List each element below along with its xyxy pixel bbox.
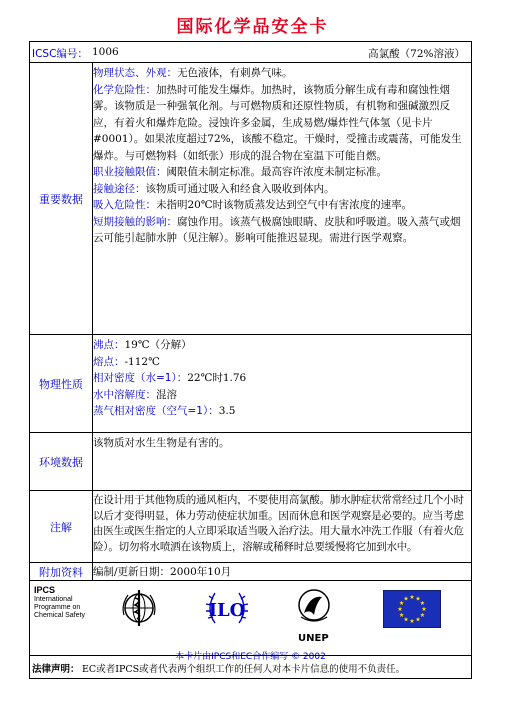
property-item [93,181,468,198]
section-label: 附加资料 [30,563,93,580]
legal-notice [30,655,471,678]
notes-text: 在设计用于其他物质的通风柜内，不要使用高氯酸。肺水肿症状常常经过几个小时以后才变得明显，体力劳动使症状加重。因而休息和医学观察是必要的。应当考虑由医生或医生指定的人立即采取适当吸入治疗法。用大量水冲洗工作服（有着火危险）。切勿将水喷洒在该物质上，溶解或稀释时总要缓慢将它加到水中。 [93,494,464,553]
important-data-section [30,63,471,335]
eu-flag-icon [383,590,441,628]
property-value: 阈限值未制定标准。最高容许浓度未制定标准。 [166,166,387,178]
property-key: 化学危险性： [93,83,156,96]
property-key: 熔点： [93,355,125,368]
physical-properties-section [30,335,471,433]
section-label: 重要数据 [30,63,93,334]
property-value: 19℃（分解） [124,339,192,351]
unep-label: UNEP [298,633,329,644]
card-header-row [30,42,471,63]
property-item [93,370,468,387]
property-item [93,197,468,214]
property-item [93,82,468,165]
logos-section [30,581,471,662]
ipcs-line: Chemical Safety [34,612,85,619]
ipcs-line: Programme on [34,604,81,611]
who-emblem-icon [118,587,160,629]
additional-info-section [30,563,471,581]
credit-line: 本卡片由IPCS和EC合作编写 © 2002 [175,652,326,662]
property-key: 物理状态、外观： [93,67,177,79]
section-label: 环境数据 [30,433,93,490]
property-key: 水中溶解度： [93,388,156,401]
additional-info-text: 编制/更新日期：2000年10月 [93,566,232,578]
property-item [93,403,468,420]
property-value: -112℃ [124,355,160,368]
environment-section [30,433,471,491]
ipcs-logo-text [34,586,85,620]
legal-label: 法律声明： [32,664,80,675]
important-data-content [93,65,468,247]
physical-properties-content [93,337,468,420]
notes-section [30,491,471,563]
section-label: 注解 [30,491,93,562]
property-value: 腐蚀作用。该蒸气极腐蚀眼睛、皮肤和呼吸道。吸入蒸气或烟云可能引起肺水肿（见注解）。影响可能推迟显现。需进行医学观察。 [93,215,461,244]
unep-emblem-icon [292,585,336,637]
property-key: 职业接触限值： [93,166,167,178]
property-item [93,164,468,181]
property-item [93,65,468,82]
ilo-emblem-icon [203,585,251,631]
property-key: 沸点： [93,339,125,351]
property-value: 未指明20℃时该物质蒸发达到空气中有害浓度的速率。 [156,199,413,211]
property-item [93,214,468,247]
property-key: 相对密度（水=1）： [93,372,188,384]
property-value: 加热时可能发生爆炸。加热时，该物质分解生成有毒和腐蚀性烟雾。该物质是一种强氧化剂。与可燃物质和还原性物质，有机物和强碱激烈反应，有着火和爆炸危险。浸蚀许多金属，生成易燃/爆炸性气体氢（见卡片#0001）。如果浓度超过72%，该酸不稳定。干燥时，受撞击或震荡，可能发生爆炸。与可燃物料（如纸张）形成的混合物在室温下可能自燃。 [93,83,462,162]
property-value: 无色液体，有刺鼻气味。 [177,67,293,79]
legal-text: EC或者IPCS或者代表两个组织工作的任何人对本卡片信息的使用不负责任。 [82,664,406,675]
property-value: 3.5 [218,405,236,417]
property-key: 蒸气相对密度（空气=1）： [93,405,219,417]
property-value: 该物质可通过吸入和经食入吸收到体内。 [145,182,335,195]
icsc-code-label: ICSC编号： [32,48,88,60]
svg-text:ILO: ILO [208,600,246,621]
chemical-safety-card [29,41,472,679]
property-key: 接触途径： [93,182,146,195]
property-value: 22℃时1.76 [187,372,247,384]
property-item [93,337,468,354]
environment-text: 该物质对水生生物是有害的。 [93,437,230,449]
property-key: 短期接触的影响： [93,215,177,228]
property-value: 混溶 [156,388,177,401]
card-title: 国际化学品安全卡 [176,17,329,37]
section-label: 物理性质 [30,335,93,432]
chemical-name: 高氯酸（72%溶液） [368,48,465,60]
ipcs-line: International [34,596,73,603]
property-key: 吸入危险性： [93,199,156,211]
property-item [93,354,468,371]
icsc-code-value: 1006 [92,46,119,58]
ipcs-acronym: IPCS [34,585,56,595]
property-item [93,387,468,404]
